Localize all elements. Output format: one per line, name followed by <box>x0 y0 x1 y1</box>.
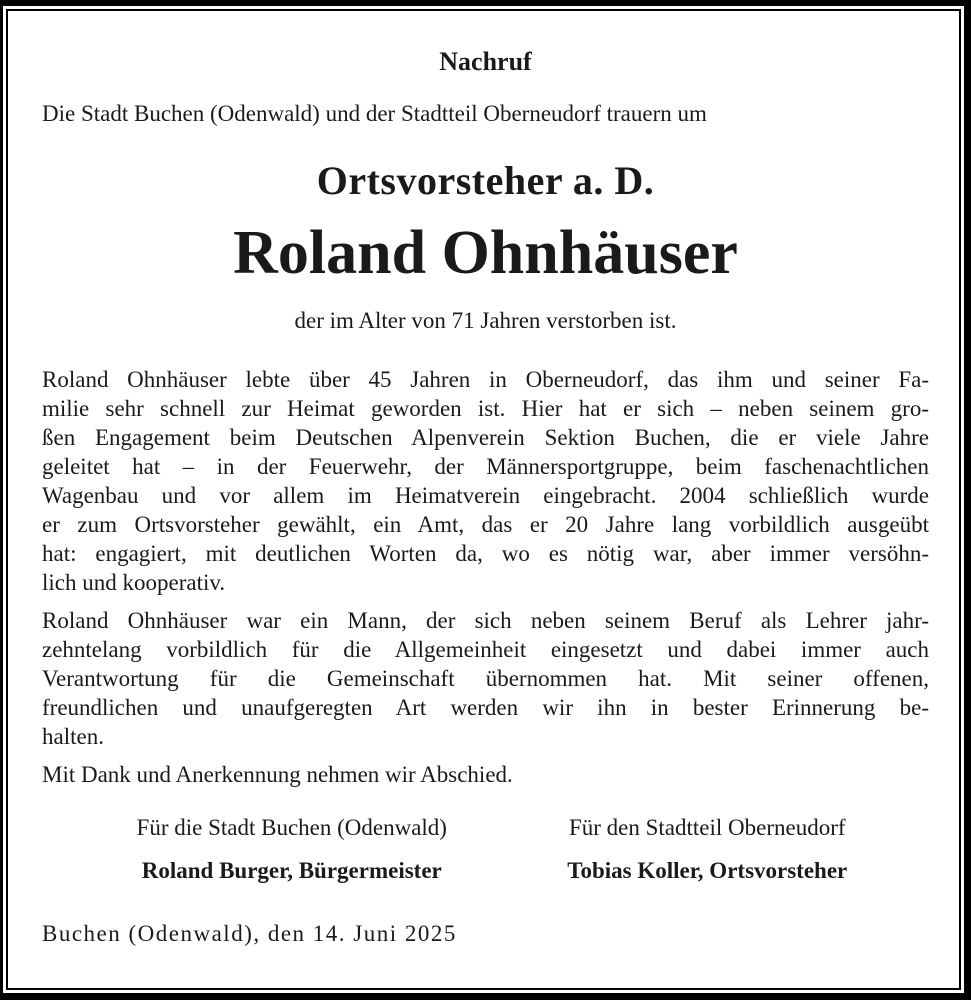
paragraph-line: zehntelang vorbildlich für die Allgemeinheit eingesetzt und dabei immer auch <box>42 637 929 662</box>
paragraph-line: freundlichen und unaufgeregten Art werden wir ihn in bester Erinnerung be- <box>42 695 929 720</box>
paragraph <box>42 606 929 751</box>
kicker-heading: Nachruf <box>439 47 532 76</box>
paragraph-line: Wagenbau und vor allem im Heimatverein eingebracht. 2004 schließlich wurde <box>42 483 929 508</box>
dateline: Buchen (Odenwald), den 14. Juni 2025 <box>42 921 457 946</box>
signature-city-name: Roland Burger, Bürgermeister <box>141 858 442 883</box>
notice-content <box>8 11 959 948</box>
mourning-border-inner <box>6 9 961 990</box>
paragraph-line: hat: engagiert, mit deutlichen Worten da, wo es nötig war, aber immer versöhn- <box>42 541 929 566</box>
paragraph-line: lich und kooperativ. <box>42 570 226 595</box>
signature-city-on-behalf: Für die Stadt Buchen (Odenwald) <box>136 815 447 840</box>
age-line: der im Alter von 71 Jahren verstorben ist. <box>294 308 677 333</box>
paragraph-line: Verantwortung für die Gemeinschaft übernommen hat. Mit seiner offenen, <box>42 666 929 691</box>
signature-city <box>42 813 486 885</box>
signature-columns <box>42 813 929 885</box>
paragraph-line: Roland Ohnhäuser war ein Mann, der sich neben seinem Beruf als Lehrer jahr- <box>42 608 929 633</box>
signature-district-on-behalf: Für den Stadtteil Oberneudorf <box>568 815 846 840</box>
paragraph-line: geleitet hat – in der Feuerwehr, der Männersportgruppe, beim faschenachtlichen <box>42 454 929 479</box>
role-title: Ortsvorsteher a. D. <box>316 158 655 203</box>
intro-line: Die Stadt Buchen (Odenwald) und der Stadtteil Oberneudorf trauern um <box>42 101 707 126</box>
body-paragraphs <box>42 365 929 751</box>
deceased-name: Roland Ohnhäuser <box>233 219 738 287</box>
signature-district <box>486 813 930 885</box>
paragraph <box>42 365 929 597</box>
paragraph-line: er zum Ortsvorsteher gewählt, ein Amt, das er 20 Jahre lang vorbildlich ausgeübt <box>42 512 929 537</box>
paragraph-line: Roland Ohnhäuser lebte über 45 Jahren in Oberneudorf, das ihm und seiner Fa- <box>42 367 929 392</box>
paragraph-line: ßen Engagement beim Deutschen Alpenverein Sektion Buchen, die er viele Jahre <box>42 425 929 450</box>
paragraph-line: halten. <box>42 724 104 749</box>
paragraph-line: milie sehr schnell zur Heimat geworden ist. Hier hat er sich – neben seinem gro- <box>42 396 929 421</box>
farewell-line: Mit Dank und Anerkennung nehmen wir Abschied. <box>42 762 513 787</box>
signature-district-name: Tobias Koller, Ortsvorsteher <box>567 858 848 883</box>
